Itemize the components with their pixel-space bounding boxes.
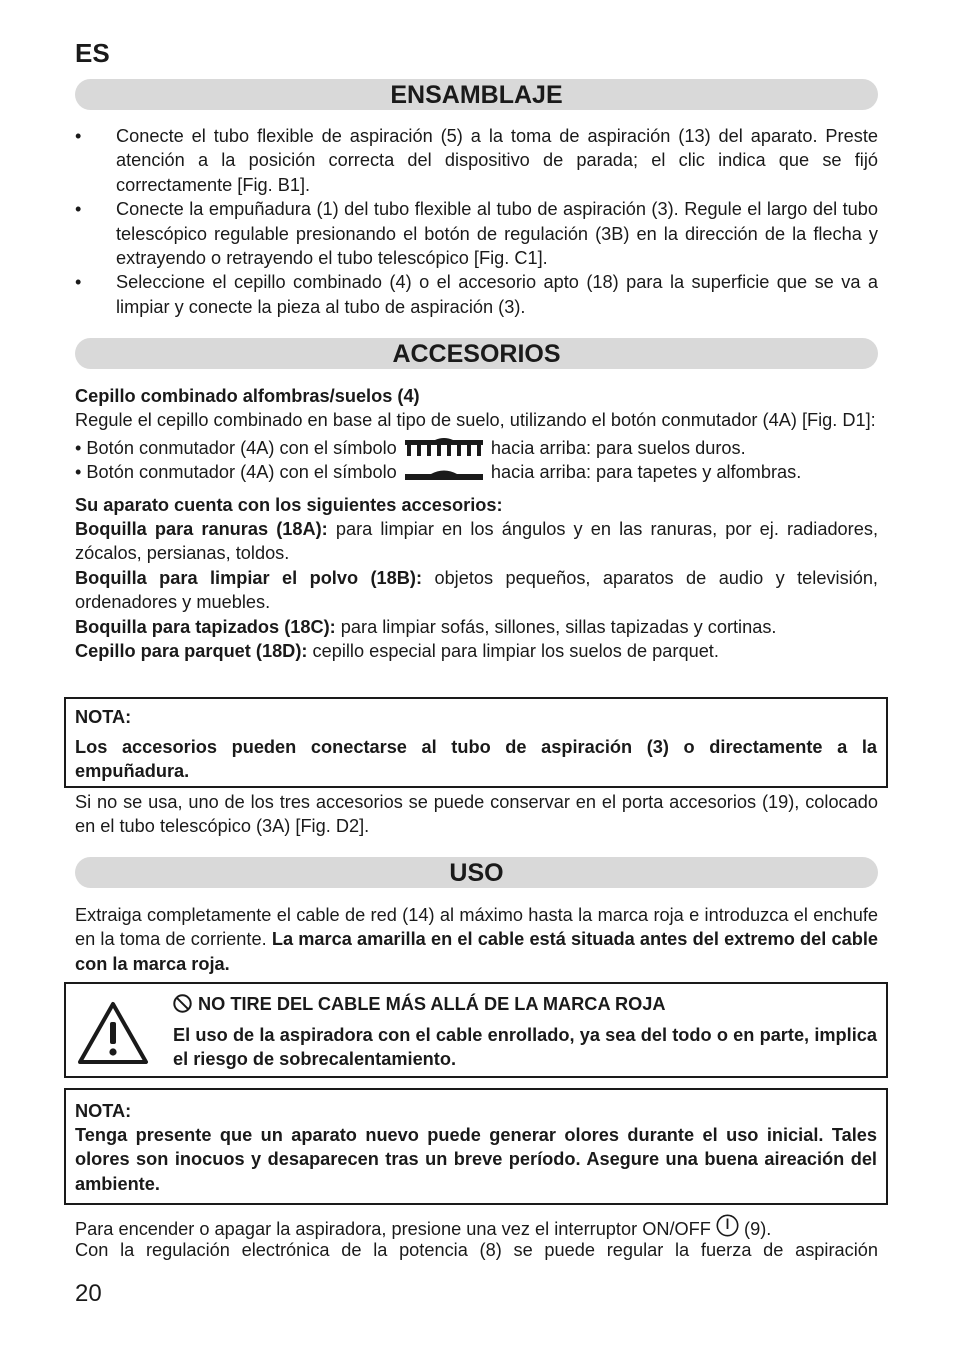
bullet: •: [75, 126, 82, 146]
section-heading-accesorios: ACCESORIOS: [75, 338, 878, 369]
note-box-odor: [64, 1088, 888, 1205]
warning-box: [64, 982, 888, 1078]
accessories-list-heading: Su aparato cuenta con los siguientes accesorios:: [75, 494, 503, 515]
accessory-item: Boquilla para ranuras (18A): para limpiar en los ángulos y en las ranuras, por ej. radiadores, zócalos, persianas, toldos.: [75, 519, 878, 564]
ensamblaje-list: [75, 124, 878, 319]
accessory-item: Boquilla para limpiar el polvo (18B): objetos pequeños, aparatos de audio y televisión, ordenadores y muebles.: [75, 567, 878, 613]
bullet: •: [75, 272, 82, 293]
warning-heading: NO TIRE DEL CABLE MÁS ALLÁ DE LA MARCA ROJA: [198, 994, 666, 1014]
accessory-holder-text: Si no se usa, uno de los tres accesorios se puede conservar en el porta accesorios (19), colocado en el tubo telescópico (3A) [Fig. D2].: [75, 792, 878, 837]
accesorios-intro: [75, 384, 878, 663]
carpet-icon: [405, 465, 483, 481]
prohibited-icon: [173, 994, 192, 1013]
warning-text: El uso de la aspiradora con el cable enrollado, ya sea del todo o en parte, implica el riesgo de sobrecalentamiento.: [173, 1025, 877, 1070]
note-heading: NOTA:: [75, 1101, 132, 1121]
section-heading-ensamblaje: ENSAMBLAJE: [75, 79, 878, 110]
page-number: 20: [75, 1280, 102, 1307]
note-heading: NOTA:: [75, 707, 132, 727]
note-text: Tenga presente que un aparato nuevo puede generar olores durante el uso inicial. Tales olores son inocuos y desaparecen tras un breve período. Asegure una buena aireación del ambiente.: [75, 1125, 877, 1194]
accessory-item: Boquilla para tapizados (18C): para limpiar sofás, sillones, sillas tapizadas y cortinas.: [75, 616, 777, 637]
list-item: • Conecte el tubo flexible de aspiración (5) a la toma de aspiración (13) del aparato. Preste atención a la posición correcta del dispositivo de parada; el clic indica que se fijó correctamente [Fig. B1].: [75, 126, 878, 195]
power-switch-text: Para encender o apagar la aspiradora, presione una vez el interruptor ON/OFF (9).: [75, 1214, 878, 1241]
bristles-icon: [405, 437, 483, 457]
subheading-brush: Cepillo combinado alfombras/suelos (4): [75, 386, 420, 406]
list-item: • Seleccione el cepillo combinado (4) o el accesorio apto (18) para la superficie que se va a limpiar y conecte la pieza al tubo de aspiración (3).: [75, 272, 878, 317]
accessory-item: Cepillo para parquet (18D): cepillo especial para limpiar los suelos de parquet.: [75, 641, 719, 662]
switch-line-hard-floor: • Botón conmutador (4A) con el símbolo hacia arriba: para suelos duros.: [75, 437, 746, 458]
switch-line-carpet: • Botón conmutador (4A) con el símbolo hacia arriba: para tapetes y alfombras.: [75, 462, 802, 483]
language-code: ES: [75, 38, 110, 68]
suction-regulation-text: Con la regulación electrónica de la potencia (8) se puede regular la fuerza de aspiración: [75, 1240, 878, 1260]
uso-intro: Extraiga completamente el cable de red (14) al máximo hasta la marca roja e introduzca el enchufe en la toma de corriente. La marca amarilla en el cable está situada antes del extremo del cable con la marca roja.: [75, 905, 878, 974]
list-item: • Conecte la empuñadura (1) del tubo flexible al tubo de aspiración (3). Regule el largo del tubo telescópico regulable presionando el botón de regulación (3B) en la dirección de la flecha y extrayendo o retrayendo el tubo telescópico [Fig. C1].: [75, 199, 878, 269]
brush-intro: Regule el cepillo combinado en base al tipo de suelo, utilizando el botón conmutador (4A) [Fig. D1]:: [75, 410, 876, 431]
note-text: Los accesorios pueden conectarse al tubo de aspiración (3) o directamente a la empuñadura.: [75, 737, 877, 782]
section-heading-uso: USO: [75, 857, 878, 888]
power-symbol-icon: [716, 1214, 739, 1237]
warning-heading-line: [173, 992, 877, 1016]
bullet: •: [75, 199, 82, 220]
note-box-accessories: [64, 697, 888, 788]
warning-triangle-icon: [76, 1000, 150, 1066]
